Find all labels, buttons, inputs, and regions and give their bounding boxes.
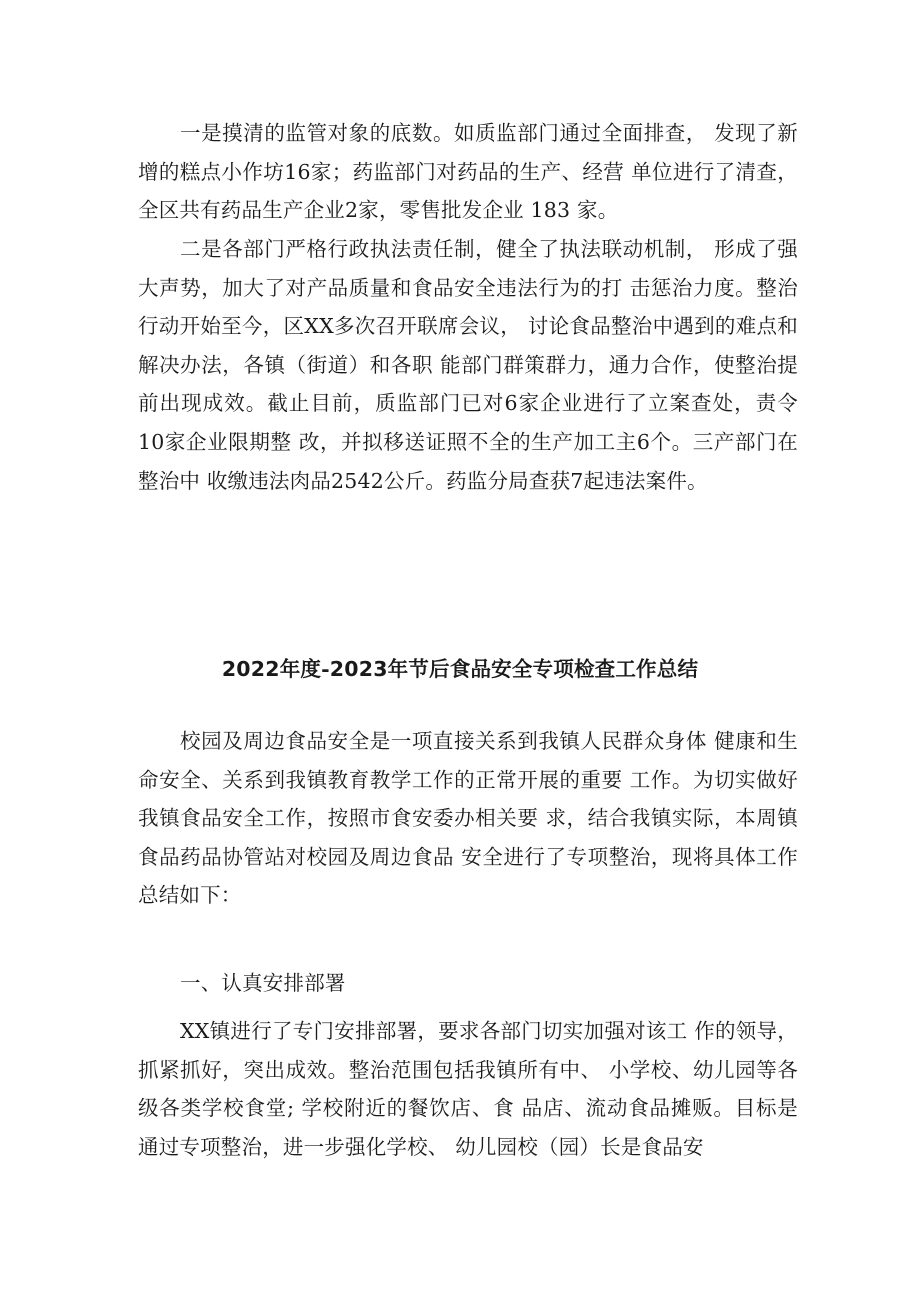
section-heading xyxy=(0,650,920,688)
heading-year-start: 2022 xyxy=(221,657,280,681)
heading-text-part1: 年度- xyxy=(279,657,330,681)
paragraph-deployment: XX镇进行了专门安排部署，要求各部门切实加强对该工 作的领导，抓紧抓好，突出成效。整治范围包括我镇所有中、 小学校、幼儿园等各级各类学校食堂; 学校附近的餐饮店、食 品店、流动食品摊贩。目标是通过专项整治，进一步强化学校、 幼儿园校（园）长是食品安 xyxy=(138,1019,798,1159)
paragraph-enforcement: 二是各部门严格行政执法责任制，健全了执法联动机制， 形成了强大声势，加大了对产品质量和食品安全违法行为的打 击惩治力度。整治行动开始至今，区XX多次召开联席会议， 讨论食品整治中遇到的难点和解决办法，各镇（街道）和各职 能部门群策群力，通力合作，使整治提前出现成效。截止目前，质监部门已对6家企业进行了立案查处，责令10家企业限期整 改，并拟移送证照不全的生产加工主6个。三产部门在整治中 收缴违法肉品2542公斤。药监分局查获7起违法案件。 xyxy=(138,237,798,493)
paragraph-intro: 校园及周边食品安全是一项直接关系到我镇人民群众身体 健康和生命安全、关系到我镇教育教学工作的正常开展的重要 工作。为切实做好我镇食品安全工作，按照市食安委办相关要 求，结合我镇实际，本周镇食品药品协管站对校园及周边食品 安全进行了专项整治，现将具体工作总结如下： xyxy=(138,729,798,908)
heading-text-part2: 年节后食品安全专项检查工作总结 xyxy=(387,657,699,681)
heading-year-end: 2023 xyxy=(329,657,388,681)
paragraph-survey-objects: 一是摸清的监管对象的底数。如质监部门通过全面排查， 发现了新增的糕点小作坊16家；药监部门对药品的生产、经营 单位进行了清查，全区共有药品生产企业2家，零售批发企业 183 家。 xyxy=(138,121,798,223)
subsection-title: 一、认真安排部署 xyxy=(180,971,346,995)
